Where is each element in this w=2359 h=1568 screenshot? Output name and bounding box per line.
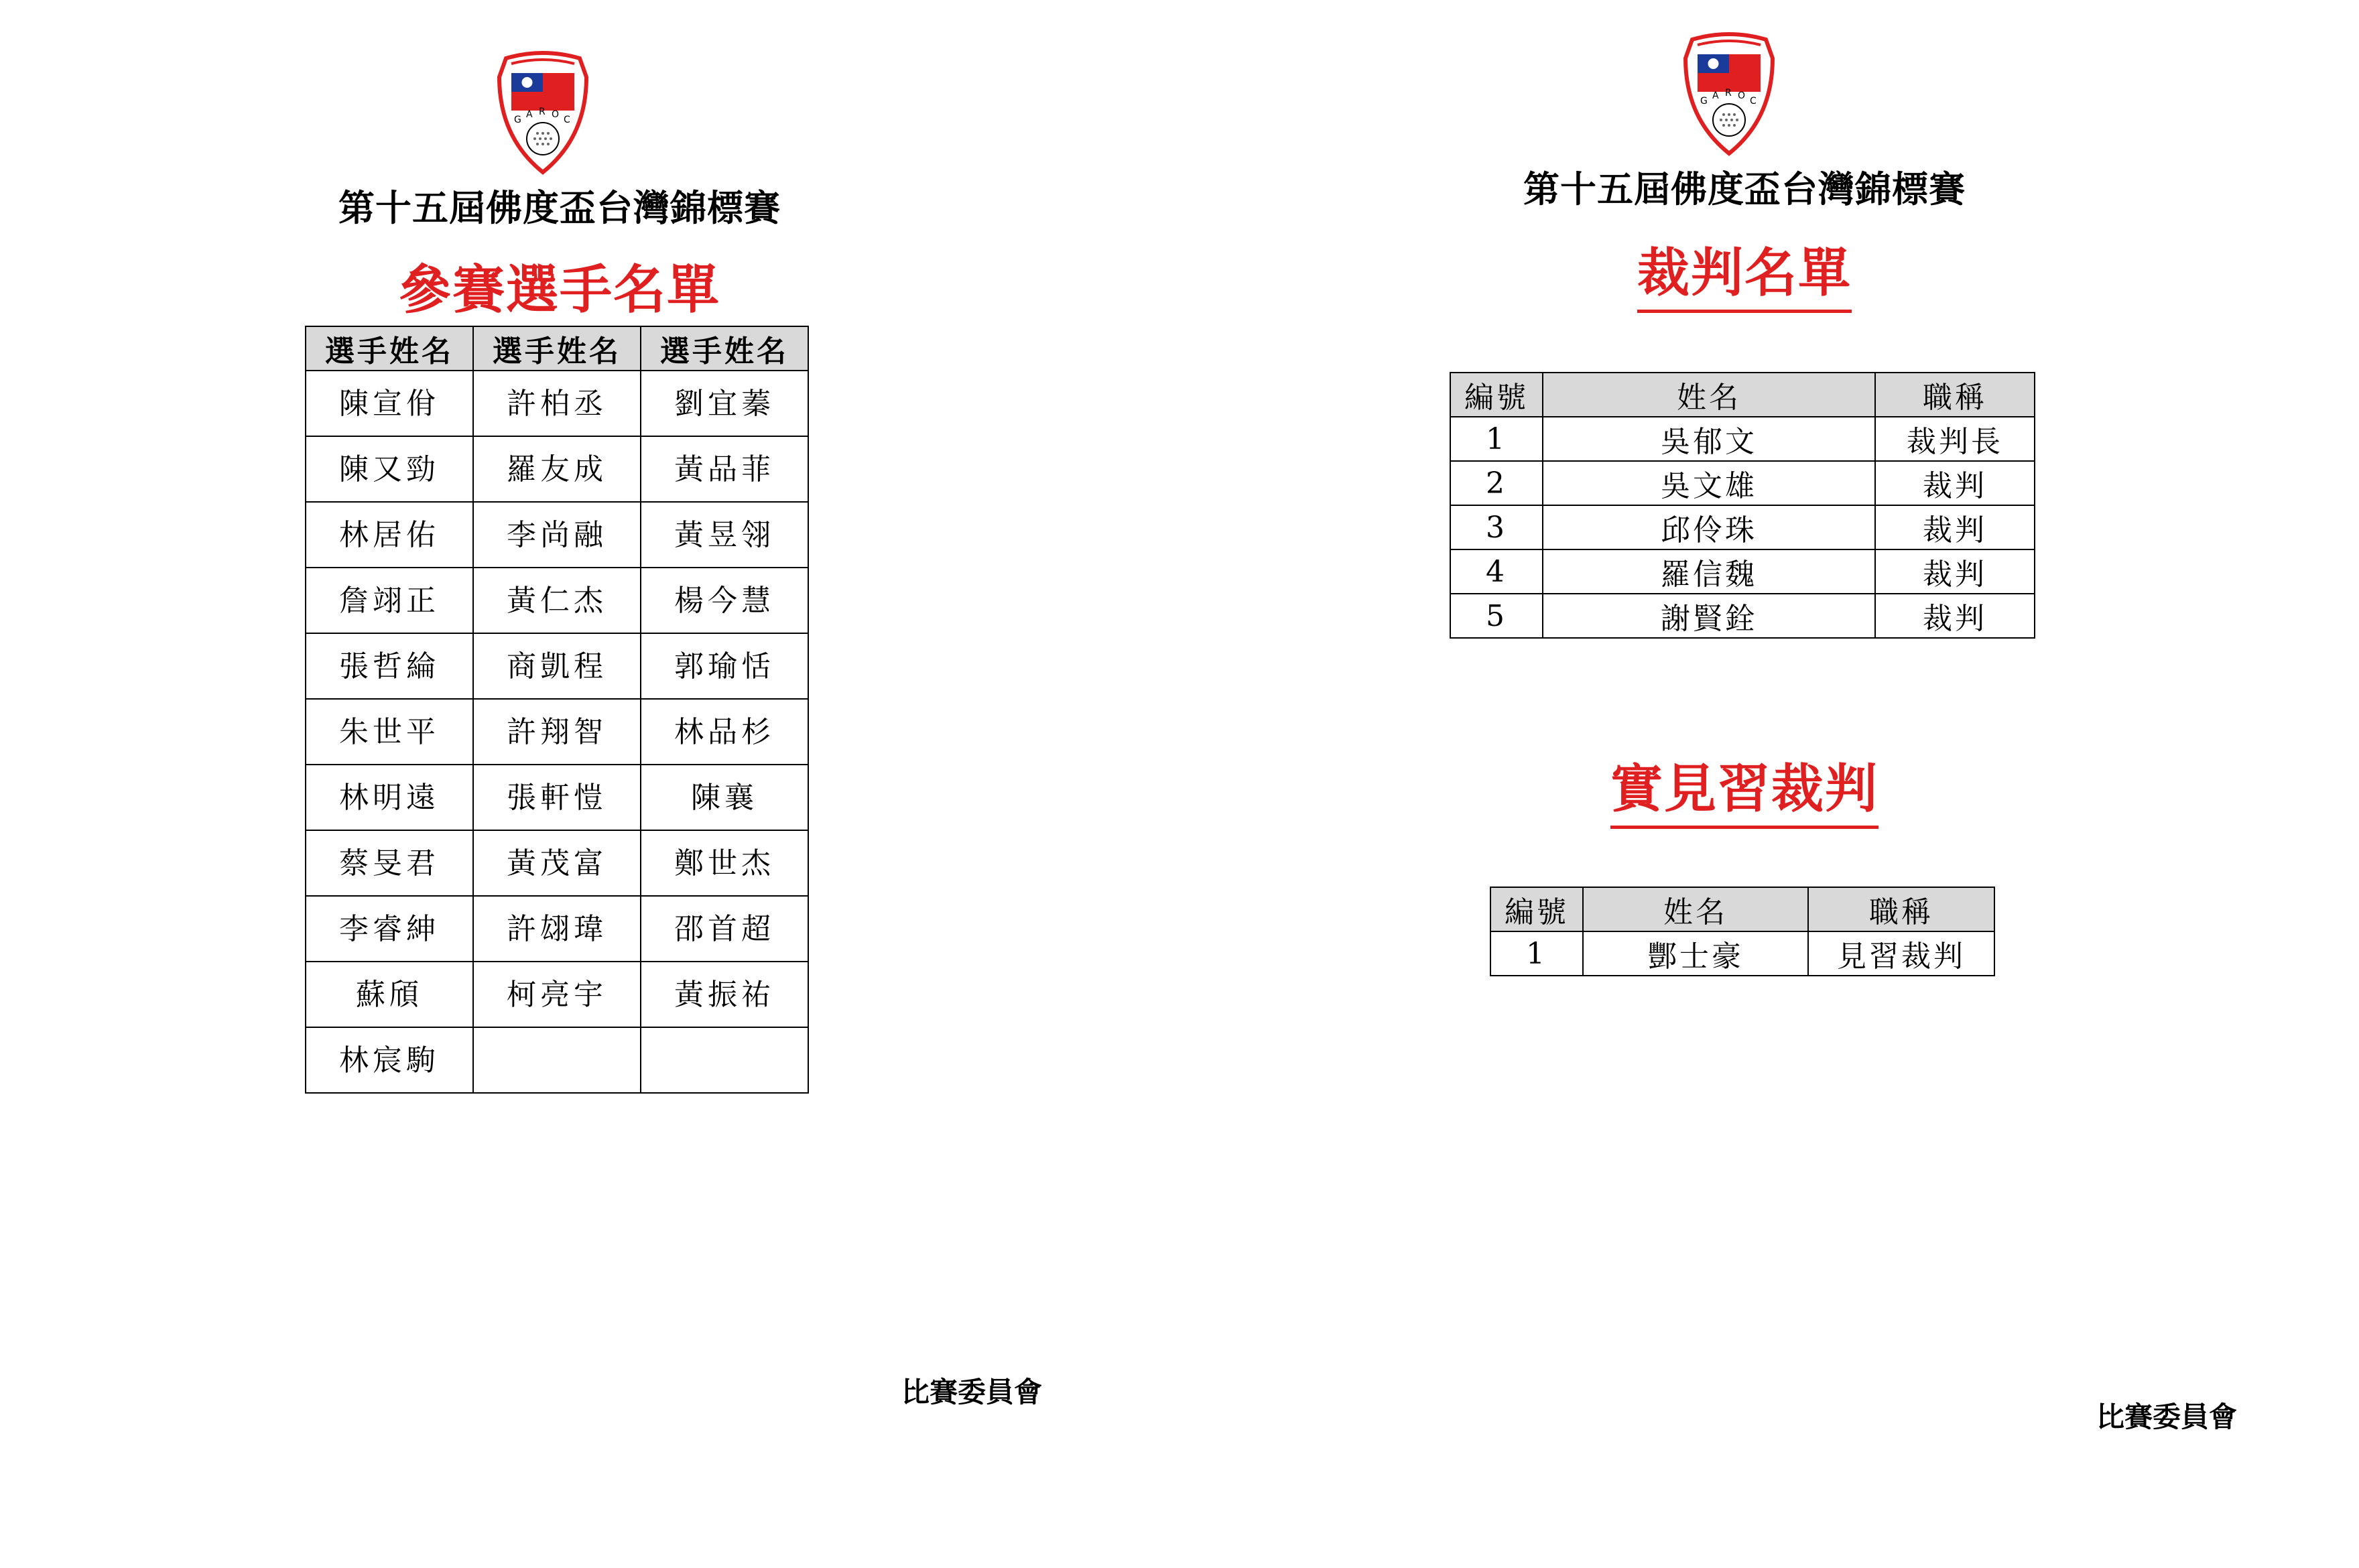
referees-header-cell: 編號 xyxy=(1450,373,1543,417)
section-title-referees xyxy=(1637,231,1852,306)
player-name-cell: 朱世平 xyxy=(306,699,473,765)
section-title-referees-text: 裁判名單 xyxy=(1637,243,1852,304)
section-title-trainees-text: 實見習裁判 xyxy=(1610,759,1879,820)
svg-text:A: A xyxy=(526,109,533,120)
player-name-cell: 黃茂富 xyxy=(473,830,641,896)
svg-text:G: G xyxy=(1700,96,1708,107)
section-title-players xyxy=(399,248,720,323)
svg-text:C: C xyxy=(564,115,570,125)
referee-name-cell: 吳郁文 xyxy=(1543,417,1875,461)
table-row xyxy=(1450,505,2035,549)
svg-text:O: O xyxy=(1738,90,1746,101)
player-name-cell: 詹翊正 xyxy=(306,568,473,633)
table-row xyxy=(306,699,808,765)
player-name-cell: 林品杉 xyxy=(641,699,808,765)
player-name-cell: 李睿紳 xyxy=(306,896,473,962)
section-title-trainees xyxy=(1610,747,1878,822)
referee-title-cell: 裁判 xyxy=(1875,594,2035,638)
table-row xyxy=(306,568,808,633)
garoc-logo-left xyxy=(493,50,593,176)
player-name-cell: 鄭世杰 xyxy=(641,830,808,896)
svg-text:R: R xyxy=(539,107,546,117)
referee-name-cell: 謝賢銓 xyxy=(1543,594,1875,638)
player-name-cell: 許翔智 xyxy=(473,699,641,765)
trainees-header-cell: 編號 xyxy=(1490,887,1583,931)
player-name-cell: 羅友成 xyxy=(473,436,641,502)
player-name-cell: 林居佑 xyxy=(306,502,473,568)
player-name-cell: 蘇頎 xyxy=(306,962,473,1027)
player-name-cell xyxy=(641,1027,808,1093)
svg-text:R: R xyxy=(1725,88,1732,99)
player-name-cell: 陳襄 xyxy=(641,765,808,830)
players-table xyxy=(305,326,809,1094)
referee-title-cell: 裁判 xyxy=(1875,505,2035,549)
table-row xyxy=(306,962,808,1027)
player-name-cell: 劉宜蓁 xyxy=(641,371,808,436)
player-name-cell: 陳又勁 xyxy=(306,436,473,502)
trainees-table xyxy=(1490,887,1995,976)
committee-footer-left: 比賽委員會 xyxy=(901,1376,1043,1409)
svg-text:G: G xyxy=(514,115,521,125)
table-row xyxy=(1450,461,2035,505)
table-row xyxy=(306,371,808,436)
players-header-cell: 選手姓名 xyxy=(641,326,808,371)
referee-number-cell: 3 xyxy=(1450,505,1543,549)
player-name-cell: 李尚融 xyxy=(473,502,641,568)
player-name-cell: 商凱程 xyxy=(473,633,641,699)
players-header-row xyxy=(306,326,808,371)
player-name-cell xyxy=(473,1027,641,1093)
referee-number-cell: 1 xyxy=(1450,417,1543,461)
player-name-cell: 柯亮宇 xyxy=(473,962,641,1027)
section-title-players-text: 參賽選手名單 xyxy=(398,260,721,320)
event-title-left: 第十五屆佛度盃台灣錦標賽 xyxy=(338,187,781,229)
referees-header-cell: 職稱 xyxy=(1875,373,2035,417)
table-row xyxy=(306,633,808,699)
player-name-cell: 黃仁杰 xyxy=(473,568,641,633)
logo-emblem-icon xyxy=(493,50,593,176)
player-name-cell: 林宸駒 xyxy=(306,1027,473,1093)
garoc-logo-right xyxy=(1679,31,1779,157)
trainees-header-cell: 職稱 xyxy=(1808,887,1994,931)
player-name-cell: 邵首超 xyxy=(641,896,808,962)
trainees-title-underline xyxy=(1610,826,1878,829)
trainee-number-cell: 1 xyxy=(1490,931,1583,976)
referee-name-cell: 邱伶珠 xyxy=(1543,505,1875,549)
table-row xyxy=(1450,417,2035,461)
player-name-cell: 許柏丞 xyxy=(473,371,641,436)
trainee-title-cell: 見習裁判 xyxy=(1808,931,1994,976)
table-row xyxy=(1490,931,1994,976)
svg-text:A: A xyxy=(1712,90,1719,101)
referee-name-cell: 吳文雄 xyxy=(1543,461,1875,505)
referees-header-cell: 姓名 xyxy=(1543,373,1875,417)
referee-number-cell: 2 xyxy=(1450,461,1543,505)
referee-number-cell: 5 xyxy=(1450,594,1543,638)
player-name-cell: 黃昱翎 xyxy=(641,502,808,568)
table-row xyxy=(306,436,808,502)
svg-text:O: O xyxy=(552,109,560,120)
referees-table xyxy=(1450,372,2035,639)
player-name-cell: 張軒愷 xyxy=(473,765,641,830)
referees-header-row xyxy=(1450,373,2035,417)
referee-title-cell: 裁判長 xyxy=(1875,417,2035,461)
table-row xyxy=(1450,594,2035,638)
player-name-cell: 陳宣佾 xyxy=(306,371,473,436)
table-row xyxy=(306,502,808,568)
table-row xyxy=(1450,549,2035,594)
player-name-cell: 林明遠 xyxy=(306,765,473,830)
trainees-header-row xyxy=(1490,887,1994,931)
player-name-cell: 楊今慧 xyxy=(641,568,808,633)
table-row xyxy=(306,896,808,962)
player-name-cell: 蔡旻君 xyxy=(306,830,473,896)
player-name-cell: 黃品菲 xyxy=(641,436,808,502)
player-name-cell: 許翃瑋 xyxy=(473,896,641,962)
trainee-name-cell: 酆士豪 xyxy=(1583,931,1808,976)
trainees-header-cell: 姓名 xyxy=(1583,887,1808,931)
players-header-cell: 選手姓名 xyxy=(473,326,641,371)
referee-name-cell: 羅信魏 xyxy=(1543,549,1875,594)
player-name-cell: 張哲綸 xyxy=(306,633,473,699)
table-row xyxy=(306,830,808,896)
referee-number-cell: 4 xyxy=(1450,549,1543,594)
referee-title-cell: 裁判 xyxy=(1875,461,2035,505)
player-name-cell: 郭瑜恬 xyxy=(641,633,808,699)
logo-emblem-icon xyxy=(1679,31,1779,157)
table-row xyxy=(306,765,808,830)
table-row xyxy=(306,1027,808,1093)
players-header-cell: 選手姓名 xyxy=(306,326,473,371)
referees-title-underline xyxy=(1637,310,1852,313)
player-name-cell: 黃振祐 xyxy=(641,962,808,1027)
committee-footer-right: 比賽委員會 xyxy=(2096,1400,2238,1433)
svg-text:C: C xyxy=(1750,96,1757,107)
event-title-right: 第十五屆佛度盃台灣錦標賽 xyxy=(1523,168,1966,210)
referee-title-cell: 裁判 xyxy=(1875,549,2035,594)
